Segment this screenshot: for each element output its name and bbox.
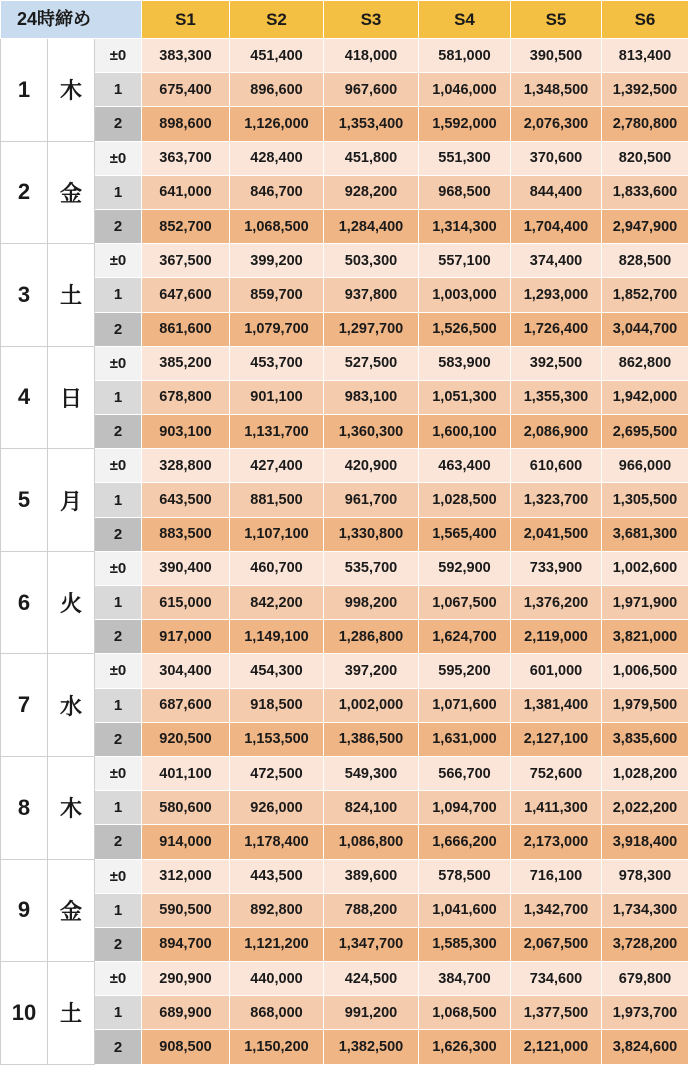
value-cell: 861,600 <box>142 312 230 346</box>
table-row <box>1 791 688 825</box>
value-cell: 383,300 <box>142 39 230 73</box>
value-cell: 1,342,700 <box>511 893 602 927</box>
table-row <box>1 1030 688 1064</box>
table-row <box>1 722 688 756</box>
table-row <box>1 688 688 722</box>
level-label: 1 <box>95 688 142 722</box>
level-label: ±0 <box>95 962 142 996</box>
value-cell: 917,000 <box>142 620 230 654</box>
value-cell: 1,150,200 <box>230 1030 324 1064</box>
value-cell: 1,126,000 <box>230 107 324 141</box>
value-cell: 581,000 <box>419 39 511 73</box>
value-cell: 937,800 <box>324 278 419 312</box>
level-label: ±0 <box>95 756 142 790</box>
value-cell: 399,200 <box>230 244 324 278</box>
value-cell: 733,900 <box>511 551 602 585</box>
value-cell: 557,100 <box>419 244 511 278</box>
value-cell: 424,500 <box>324 962 419 996</box>
table-row <box>1 107 688 141</box>
level-label: 2 <box>95 209 142 243</box>
table-row <box>1 551 688 585</box>
level-label: ±0 <box>95 654 142 688</box>
value-cell: 1,852,700 <box>602 278 688 312</box>
value-cell: 1,131,700 <box>230 415 324 449</box>
value-cell: 896,600 <box>230 73 324 107</box>
value-cell: 641,000 <box>142 175 230 209</box>
value-cell: 1,305,500 <box>602 483 688 517</box>
value-cell: 549,300 <box>324 756 419 790</box>
column-header-s3: S3 <box>324 1 419 39</box>
value-cell: 1,585,300 <box>419 927 511 961</box>
value-cell: 427,400 <box>230 449 324 483</box>
value-cell: 1,006,500 <box>602 654 688 688</box>
level-label: 1 <box>95 175 142 209</box>
value-cell: 844,400 <box>511 175 602 209</box>
value-cell: 1,355,300 <box>511 380 602 414</box>
header-row <box>1 1 688 39</box>
value-cell: 2,173,000 <box>511 825 602 859</box>
corner-label: 24時締め <box>1 1 142 39</box>
value-cell: 892,800 <box>230 893 324 927</box>
day-number: 1 <box>1 39 48 142</box>
column-header-s2: S2 <box>230 1 324 39</box>
value-cell: 590,500 <box>142 893 230 927</box>
day-weekday: 金 <box>48 859 95 962</box>
value-cell: 2,695,500 <box>602 415 688 449</box>
value-cell: 967,600 <box>324 73 419 107</box>
value-cell: 1,330,800 <box>324 517 419 551</box>
column-header-s5: S5 <box>511 1 602 39</box>
value-cell: 1,153,500 <box>230 722 324 756</box>
value-cell: 389,600 <box>324 859 419 893</box>
column-header-s4: S4 <box>419 1 511 39</box>
value-cell: 2,947,900 <box>602 209 688 243</box>
day-number: 3 <box>1 244 48 347</box>
value-cell: 1,094,700 <box>419 791 511 825</box>
value-cell: 3,835,600 <box>602 722 688 756</box>
value-cell: 928,200 <box>324 175 419 209</box>
value-cell: 862,800 <box>602 346 688 380</box>
value-cell: 472,500 <box>230 756 324 790</box>
level-label: 1 <box>95 791 142 825</box>
value-cell: 1,600,100 <box>419 415 511 449</box>
value-cell: 828,500 <box>602 244 688 278</box>
value-cell: 983,100 <box>324 380 419 414</box>
value-cell: 898,600 <box>142 107 230 141</box>
value-cell: 978,300 <box>602 859 688 893</box>
level-label: ±0 <box>95 244 142 278</box>
value-cell: 1,067,500 <box>419 586 511 620</box>
value-cell: 566,700 <box>419 756 511 790</box>
value-cell: 367,500 <box>142 244 230 278</box>
value-cell: 1,028,500 <box>419 483 511 517</box>
value-cell: 2,067,500 <box>511 927 602 961</box>
value-cell: 813,400 <box>602 39 688 73</box>
value-cell: 363,700 <box>142 141 230 175</box>
value-cell: 463,400 <box>419 449 511 483</box>
value-cell: 1,079,700 <box>230 312 324 346</box>
value-cell: 908,500 <box>142 1030 230 1064</box>
value-cell: 551,300 <box>419 141 511 175</box>
value-cell: 1,347,700 <box>324 927 419 961</box>
value-cell: 2,086,900 <box>511 415 602 449</box>
value-cell: 1,704,400 <box>511 209 602 243</box>
value-cell: 1,051,300 <box>419 380 511 414</box>
value-cell: 1,565,400 <box>419 517 511 551</box>
value-cell: 418,000 <box>324 39 419 73</box>
value-cell: 527,500 <box>324 346 419 380</box>
column-header-s1: S1 <box>142 1 230 39</box>
value-cell: 384,700 <box>419 962 511 996</box>
day-number: 6 <box>1 551 48 654</box>
value-cell: 1,107,100 <box>230 517 324 551</box>
value-cell: 312,000 <box>142 859 230 893</box>
level-label: 1 <box>95 893 142 927</box>
value-cell: 1,592,000 <box>419 107 511 141</box>
value-cell: 868,000 <box>230 996 324 1030</box>
value-cell: 918,500 <box>230 688 324 722</box>
table-row <box>1 654 688 688</box>
value-cell: 926,000 <box>230 791 324 825</box>
value-cell: 3,044,700 <box>602 312 688 346</box>
level-label: 1 <box>95 278 142 312</box>
value-cell: 894,700 <box>142 927 230 961</box>
value-cell: 2,076,300 <box>511 107 602 141</box>
table-row <box>1 39 688 73</box>
value-cell: 583,900 <box>419 346 511 380</box>
table-row <box>1 756 688 790</box>
day-number: 10 <box>1 962 48 1065</box>
level-label: ±0 <box>95 346 142 380</box>
value-cell: 440,000 <box>230 962 324 996</box>
value-cell: 647,600 <box>142 278 230 312</box>
value-cell: 1,028,200 <box>602 756 688 790</box>
table-row <box>1 825 688 859</box>
value-cell: 1,979,500 <box>602 688 688 722</box>
table-row <box>1 380 688 414</box>
value-cell: 689,900 <box>142 996 230 1030</box>
value-cell: 1,624,700 <box>419 620 511 654</box>
day-number: 8 <box>1 756 48 859</box>
value-cell: 1,121,200 <box>230 927 324 961</box>
value-cell: 1,971,900 <box>602 586 688 620</box>
table-row <box>1 620 688 654</box>
value-cell: 1,002,600 <box>602 551 688 585</box>
table-row <box>1 859 688 893</box>
value-cell: 460,700 <box>230 551 324 585</box>
value-cell: 503,300 <box>324 244 419 278</box>
value-cell: 3,918,400 <box>602 825 688 859</box>
value-cell: 1,003,000 <box>419 278 511 312</box>
value-cell: 595,200 <box>419 654 511 688</box>
level-label: ±0 <box>95 449 142 483</box>
value-cell: 397,200 <box>324 654 419 688</box>
value-cell: 535,700 <box>324 551 419 585</box>
value-cell: 1,068,500 <box>419 996 511 1030</box>
value-cell: 610,600 <box>511 449 602 483</box>
value-cell: 679,800 <box>602 962 688 996</box>
value-cell: 1,942,000 <box>602 380 688 414</box>
day-weekday: 木 <box>48 39 95 142</box>
value-cell: 374,400 <box>511 244 602 278</box>
value-cell: 2,041,500 <box>511 517 602 551</box>
value-cell: 1,626,300 <box>419 1030 511 1064</box>
value-cell: 580,600 <box>142 791 230 825</box>
value-cell: 2,127,100 <box>511 722 602 756</box>
value-cell: 643,500 <box>142 483 230 517</box>
value-cell: 401,100 <box>142 756 230 790</box>
value-cell: 716,100 <box>511 859 602 893</box>
level-label: ±0 <box>95 39 142 73</box>
value-cell: 1,360,300 <box>324 415 419 449</box>
value-cell: 1,297,700 <box>324 312 419 346</box>
value-cell: 390,400 <box>142 551 230 585</box>
level-label: 2 <box>95 517 142 551</box>
table-row <box>1 517 688 551</box>
value-cell: 328,800 <box>142 449 230 483</box>
value-cell: 881,500 <box>230 483 324 517</box>
day-weekday: 日 <box>48 346 95 449</box>
value-cell: 859,700 <box>230 278 324 312</box>
level-label: 2 <box>95 415 142 449</box>
value-cell: 883,500 <box>142 517 230 551</box>
value-cell: 2,119,000 <box>511 620 602 654</box>
value-cell: 1,411,300 <box>511 791 602 825</box>
value-cell: 998,200 <box>324 586 419 620</box>
value-cell: 1,734,300 <box>602 893 688 927</box>
table-row <box>1 962 688 996</box>
value-cell: 675,400 <box>142 73 230 107</box>
value-cell: 2,121,000 <box>511 1030 602 1064</box>
value-cell: 592,900 <box>419 551 511 585</box>
value-cell: 390,500 <box>511 39 602 73</box>
value-cell: 1,376,200 <box>511 586 602 620</box>
value-cell: 3,821,000 <box>602 620 688 654</box>
table-row <box>1 73 688 107</box>
table-row <box>1 244 688 278</box>
day-number: 5 <box>1 449 48 552</box>
value-cell: 3,824,600 <box>602 1030 688 1064</box>
table-row <box>1 415 688 449</box>
level-label: ±0 <box>95 551 142 585</box>
table-row <box>1 278 688 312</box>
level-label: 2 <box>95 825 142 859</box>
value-cell: 901,100 <box>230 380 324 414</box>
value-cell: 454,300 <box>230 654 324 688</box>
table-row <box>1 449 688 483</box>
level-label: 2 <box>95 1030 142 1064</box>
value-cell: 734,600 <box>511 962 602 996</box>
value-cell: 1,386,500 <box>324 722 419 756</box>
value-cell: 615,000 <box>142 586 230 620</box>
level-label: 1 <box>95 483 142 517</box>
value-cell: 687,600 <box>142 688 230 722</box>
value-cell: 1,666,200 <box>419 825 511 859</box>
value-cell: 678,800 <box>142 380 230 414</box>
value-cell: 788,200 <box>324 893 419 927</box>
value-cell: 1,973,700 <box>602 996 688 1030</box>
day-weekday: 金 <box>48 141 95 244</box>
value-cell: 578,500 <box>419 859 511 893</box>
value-cell: 2,022,200 <box>602 791 688 825</box>
level-label: 2 <box>95 927 142 961</box>
table-row <box>1 175 688 209</box>
level-label: 1 <box>95 996 142 1030</box>
value-cell: 1,353,400 <box>324 107 419 141</box>
day-number: 2 <box>1 141 48 244</box>
day-number: 4 <box>1 346 48 449</box>
day-number: 9 <box>1 859 48 962</box>
value-cell: 304,400 <box>142 654 230 688</box>
value-cell: 1,293,000 <box>511 278 602 312</box>
table-row <box>1 483 688 517</box>
level-label: 1 <box>95 73 142 107</box>
value-cell: 1,323,700 <box>511 483 602 517</box>
value-cell: 1,046,000 <box>419 73 511 107</box>
value-cell: 1,377,500 <box>511 996 602 1030</box>
value-cell: 752,600 <box>511 756 602 790</box>
table-row <box>1 996 688 1030</box>
value-cell: 453,700 <box>230 346 324 380</box>
level-label: 2 <box>95 312 142 346</box>
table-row <box>1 141 688 175</box>
value-cell: 961,700 <box>324 483 419 517</box>
value-cell: 1,284,400 <box>324 209 419 243</box>
level-label: ±0 <box>95 859 142 893</box>
value-cell: 601,000 <box>511 654 602 688</box>
value-cell: 1,526,500 <box>419 312 511 346</box>
value-cell: 1,392,500 <box>602 73 688 107</box>
day-number: 7 <box>1 654 48 757</box>
value-cell: 3,681,300 <box>602 517 688 551</box>
value-cell: 903,100 <box>142 415 230 449</box>
level-label: 2 <box>95 722 142 756</box>
value-cell: 370,600 <box>511 141 602 175</box>
value-cell: 966,000 <box>602 449 688 483</box>
table-row <box>1 927 688 961</box>
value-cell: 1,178,400 <box>230 825 324 859</box>
level-label: 1 <box>95 586 142 620</box>
table-row <box>1 893 688 927</box>
value-cell: 1,002,000 <box>324 688 419 722</box>
value-cell: 443,500 <box>230 859 324 893</box>
value-cell: 428,400 <box>230 141 324 175</box>
value-cell: 820,500 <box>602 141 688 175</box>
table-body <box>1 39 688 1065</box>
value-cell: 1,631,000 <box>419 722 511 756</box>
table-row <box>1 312 688 346</box>
level-label: 2 <box>95 107 142 141</box>
value-cell: 842,200 <box>230 586 324 620</box>
value-cell: 451,800 <box>324 141 419 175</box>
value-cell: 3,728,200 <box>602 927 688 961</box>
table-row <box>1 209 688 243</box>
column-header-s6: S6 <box>602 1 688 39</box>
value-cell: 1,041,600 <box>419 893 511 927</box>
day-weekday: 土 <box>48 962 95 1065</box>
value-cell: 920,500 <box>142 722 230 756</box>
value-cell: 1,149,100 <box>230 620 324 654</box>
level-label: 1 <box>95 380 142 414</box>
day-weekday: 火 <box>48 551 95 654</box>
value-cell: 846,700 <box>230 175 324 209</box>
value-cell: 1,314,300 <box>419 209 511 243</box>
value-cell: 1,382,500 <box>324 1030 419 1064</box>
value-cell: 290,900 <box>142 962 230 996</box>
value-cell: 914,000 <box>142 825 230 859</box>
value-cell: 1,086,800 <box>324 825 419 859</box>
value-cell: 1,833,600 <box>602 175 688 209</box>
day-weekday: 土 <box>48 244 95 347</box>
table-row <box>1 586 688 620</box>
level-label: 2 <box>95 620 142 654</box>
level-label: ±0 <box>95 141 142 175</box>
value-cell: 1,071,600 <box>419 688 511 722</box>
table-row <box>1 346 688 380</box>
value-cell: 1,286,800 <box>324 620 419 654</box>
value-cell: 385,200 <box>142 346 230 380</box>
value-cell: 852,700 <box>142 209 230 243</box>
value-cell: 991,200 <box>324 996 419 1030</box>
value-cell: 1,068,500 <box>230 209 324 243</box>
day-weekday: 木 <box>48 756 95 859</box>
value-cell: 451,400 <box>230 39 324 73</box>
value-cell: 2,780,800 <box>602 107 688 141</box>
value-cell: 1,348,500 <box>511 73 602 107</box>
day-weekday: 水 <box>48 654 95 757</box>
value-cell: 1,381,400 <box>511 688 602 722</box>
value-cell: 392,500 <box>511 346 602 380</box>
value-cell: 1,726,400 <box>511 312 602 346</box>
day-weekday: 月 <box>48 449 95 552</box>
value-cell: 824,100 <box>324 791 419 825</box>
value-cell: 420,900 <box>324 449 419 483</box>
value-cell: 968,500 <box>419 175 511 209</box>
